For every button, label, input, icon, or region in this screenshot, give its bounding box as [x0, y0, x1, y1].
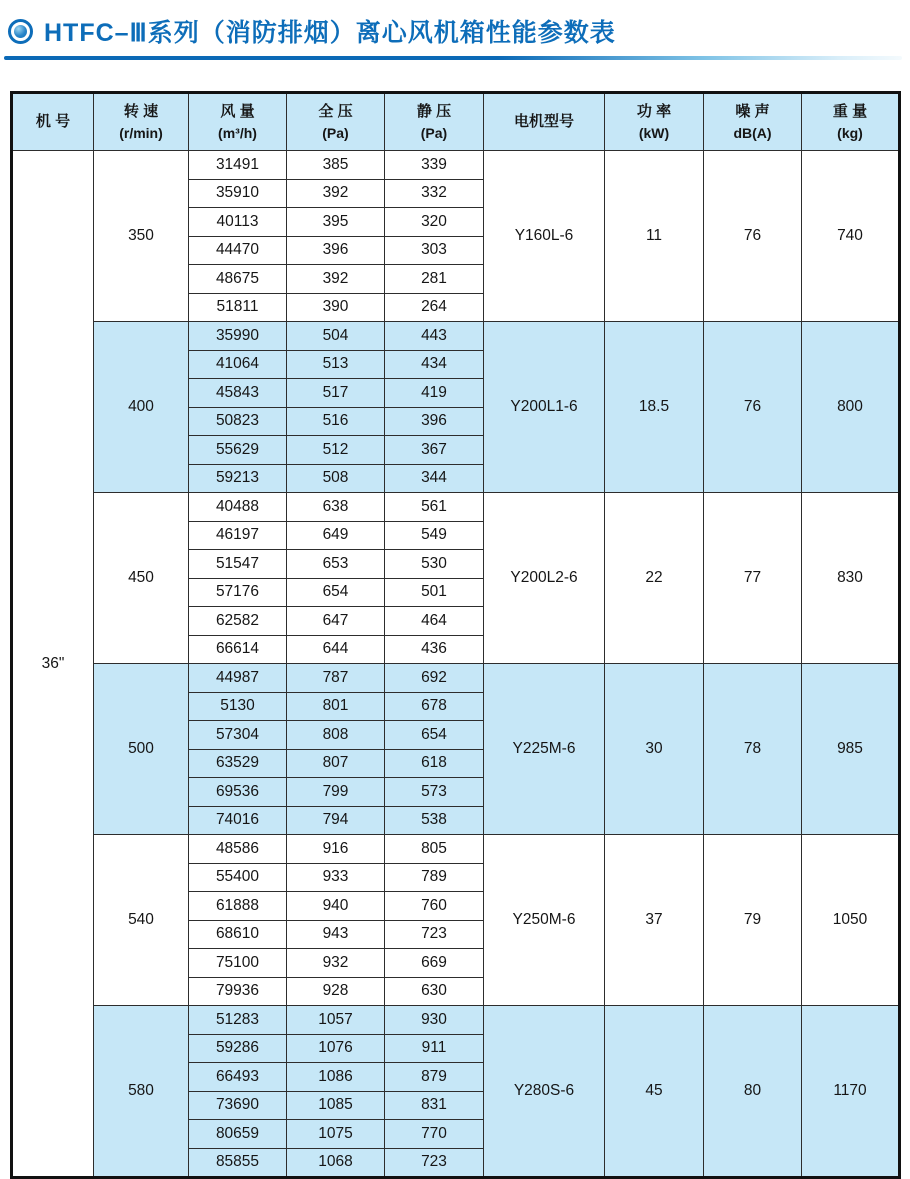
table-row — [12, 322, 900, 351]
cell-total-pressure: 1085 — [287, 1091, 385, 1120]
cell-static-pressure: 573 — [385, 778, 484, 807]
table-row — [12, 664, 900, 693]
cell-flow: 57304 — [189, 721, 287, 750]
cell-flow: 44987 — [189, 664, 287, 693]
cell-static-pressure: 618 — [385, 749, 484, 778]
cell-total-pressure: 801 — [287, 692, 385, 721]
col-header-speed: 转 速 (r/min) — [94, 93, 189, 151]
cell-noise: 79 — [704, 835, 802, 1006]
page-title: HTFC–Ⅲ系列（消防排烟）离心风机箱性能参数表 — [44, 19, 616, 47]
cell-total-pressure: 392 — [287, 265, 385, 294]
cell-power: 30 — [605, 664, 704, 835]
cell-static-pressure: 281 — [385, 265, 484, 294]
cell-motor-model: Y250M-6 — [484, 835, 605, 1006]
cell-total-pressure: 1075 — [287, 1120, 385, 1149]
cell-total-pressure: 1076 — [287, 1034, 385, 1063]
cell-motor-model: Y200L1-6 — [484, 322, 605, 493]
cell-total-pressure: 787 — [287, 664, 385, 693]
cell-flow: 66493 — [189, 1063, 287, 1092]
col-header-static-pressure: 静 压 (Pa) — [385, 93, 484, 151]
col-header-noise: 噪 声 dB(A) — [704, 93, 802, 151]
cell-static-pressure: 723 — [385, 1148, 484, 1178]
cell-motor-model: Y280S-6 — [484, 1006, 605, 1178]
cell-static-pressure: 332 — [385, 179, 484, 208]
cell-noise: 80 — [704, 1006, 802, 1178]
cell-static-pressure: 630 — [385, 977, 484, 1006]
cell-static-pressure: 367 — [385, 436, 484, 465]
cell-flow: 51283 — [189, 1006, 287, 1035]
cell-static-pressure: 419 — [385, 379, 484, 408]
cell-flow: 57176 — [189, 578, 287, 607]
cell-weight: 800 — [802, 322, 900, 493]
cell-weight: 830 — [802, 493, 900, 664]
cell-static-pressure: 930 — [385, 1006, 484, 1035]
cell-static-pressure: 561 — [385, 493, 484, 522]
cell-flow: 63529 — [189, 749, 287, 778]
col-header-power: 功 率 (kW) — [605, 93, 704, 151]
cell-total-pressure: 794 — [287, 806, 385, 835]
cell-static-pressure: 669 — [385, 949, 484, 978]
cell-flow: 69536 — [189, 778, 287, 807]
cell-flow: 80659 — [189, 1120, 287, 1149]
cell-flow: 55629 — [189, 436, 287, 465]
cell-total-pressure: 916 — [287, 835, 385, 864]
cell-total-pressure: 513 — [287, 350, 385, 379]
cell-static-pressure: 678 — [385, 692, 484, 721]
cell-flow: 51547 — [189, 550, 287, 579]
cell-total-pressure: 928 — [287, 977, 385, 1006]
cell-total-pressure: 395 — [287, 208, 385, 237]
cell-flow: 79936 — [189, 977, 287, 1006]
cell-flow: 45843 — [189, 379, 287, 408]
cell-flow: 5130 — [189, 692, 287, 721]
cell-static-pressure: 530 — [385, 550, 484, 579]
cell-weight: 1050 — [802, 835, 900, 1006]
cell-static-pressure: 789 — [385, 863, 484, 892]
cell-flow: 46197 — [189, 521, 287, 550]
cell-static-pressure: 879 — [385, 1063, 484, 1092]
cell-motor-model: Y225M-6 — [484, 664, 605, 835]
cell-flow: 75100 — [189, 949, 287, 978]
cell-total-pressure: 807 — [287, 749, 385, 778]
cell-static-pressure: 692 — [385, 664, 484, 693]
cell-flow: 74016 — [189, 806, 287, 835]
cell-flow: 68610 — [189, 920, 287, 949]
cell-power: 18.5 — [605, 322, 704, 493]
cell-speed: 540 — [94, 835, 189, 1006]
cell-static-pressure: 501 — [385, 578, 484, 607]
table-header-row — [12, 93, 900, 151]
table-row — [12, 151, 900, 180]
col-header-machine-no: 机 号 — [12, 93, 94, 151]
title-underline — [4, 56, 902, 60]
table-body — [12, 151, 900, 1178]
table-row — [12, 835, 900, 864]
cell-flow: 62582 — [189, 607, 287, 636]
cell-flow: 50823 — [189, 407, 287, 436]
cell-flow: 41064 — [189, 350, 287, 379]
cell-noise: 77 — [704, 493, 802, 664]
cell-total-pressure: 516 — [287, 407, 385, 436]
cell-total-pressure: 390 — [287, 293, 385, 322]
cell-static-pressure: 264 — [385, 293, 484, 322]
cell-speed: 500 — [94, 664, 189, 835]
cell-total-pressure: 644 — [287, 635, 385, 664]
cell-total-pressure: 504 — [287, 322, 385, 351]
cell-motor-model: Y160L-6 — [484, 151, 605, 322]
cell-total-pressure: 1086 — [287, 1063, 385, 1092]
bullseye-icon — [8, 19, 33, 44]
cell-total-pressure: 649 — [287, 521, 385, 550]
cell-flow: 40113 — [189, 208, 287, 237]
cell-weight: 985 — [802, 664, 900, 835]
cell-static-pressure: 805 — [385, 835, 484, 864]
cell-power: 45 — [605, 1006, 704, 1178]
cell-weight: 740 — [802, 151, 900, 322]
cell-total-pressure: 638 — [287, 493, 385, 522]
cell-static-pressure: 396 — [385, 407, 484, 436]
cell-flow: 66614 — [189, 635, 287, 664]
cell-flow: 59286 — [189, 1034, 287, 1063]
cell-flow: 59213 — [189, 464, 287, 493]
cell-flow: 61888 — [189, 892, 287, 921]
cell-static-pressure: 549 — [385, 521, 484, 550]
cell-total-pressure: 508 — [287, 464, 385, 493]
cell-power: 22 — [605, 493, 704, 664]
cell-weight: 1170 — [802, 1006, 900, 1178]
cell-flow: 31491 — [189, 151, 287, 180]
cell-total-pressure: 512 — [287, 436, 385, 465]
cell-speed: 450 — [94, 493, 189, 664]
cell-flow: 48675 — [189, 265, 287, 294]
cell-static-pressure: 303 — [385, 236, 484, 265]
page-header — [0, 0, 910, 49]
cell-flow: 35910 — [189, 179, 287, 208]
cell-static-pressure: 443 — [385, 322, 484, 351]
cell-total-pressure: 392 — [287, 179, 385, 208]
cell-speed: 400 — [94, 322, 189, 493]
cell-total-pressure: 932 — [287, 949, 385, 978]
cell-motor-model: Y200L2-6 — [484, 493, 605, 664]
cell-total-pressure: 933 — [287, 863, 385, 892]
table-row — [12, 493, 900, 522]
cell-static-pressure: 911 — [385, 1034, 484, 1063]
cell-static-pressure: 770 — [385, 1120, 484, 1149]
col-header-flow: 风 量 (m³/h) — [189, 93, 287, 151]
cell-flow: 73690 — [189, 1091, 287, 1120]
cell-total-pressure: 808 — [287, 721, 385, 750]
cell-flow: 85855 — [189, 1148, 287, 1178]
cell-flow: 44470 — [189, 236, 287, 265]
cell-speed: 350 — [94, 151, 189, 322]
cell-total-pressure: 396 — [287, 236, 385, 265]
cell-noise: 78 — [704, 664, 802, 835]
cell-static-pressure: 760 — [385, 892, 484, 921]
cell-static-pressure: 654 — [385, 721, 484, 750]
cell-power: 11 — [605, 151, 704, 322]
cell-total-pressure: 940 — [287, 892, 385, 921]
cell-static-pressure: 320 — [385, 208, 484, 237]
cell-static-pressure: 436 — [385, 635, 484, 664]
cell-total-pressure: 654 — [287, 578, 385, 607]
cell-noise: 76 — [704, 151, 802, 322]
cell-total-pressure: 385 — [287, 151, 385, 180]
performance-table — [10, 91, 901, 1179]
col-header-weight: 重 量 (kg) — [802, 93, 900, 151]
cell-total-pressure: 943 — [287, 920, 385, 949]
col-header-total-pressure: 全 压 (Pa) — [287, 93, 385, 151]
cell-static-pressure: 339 — [385, 151, 484, 180]
cell-static-pressure: 831 — [385, 1091, 484, 1120]
cell-flow: 51811 — [189, 293, 287, 322]
cell-speed: 580 — [94, 1006, 189, 1178]
cell-static-pressure: 723 — [385, 920, 484, 949]
cell-total-pressure: 1057 — [287, 1006, 385, 1035]
cell-total-pressure: 517 — [287, 379, 385, 408]
cell-total-pressure: 799 — [287, 778, 385, 807]
col-header-motor-model: 电机型号 — [484, 93, 605, 151]
cell-total-pressure: 647 — [287, 607, 385, 636]
cell-static-pressure: 434 — [385, 350, 484, 379]
cell-noise: 76 — [704, 322, 802, 493]
cell-total-pressure: 653 — [287, 550, 385, 579]
cell-total-pressure: 1068 — [287, 1148, 385, 1178]
cell-flow: 35990 — [189, 322, 287, 351]
cell-machine-no: 36" — [12, 151, 94, 1178]
cell-flow: 48586 — [189, 835, 287, 864]
cell-static-pressure: 538 — [385, 806, 484, 835]
cell-flow: 55400 — [189, 863, 287, 892]
cell-power: 37 — [605, 835, 704, 1006]
cell-static-pressure: 344 — [385, 464, 484, 493]
cell-static-pressure: 464 — [385, 607, 484, 636]
cell-flow: 40488 — [189, 493, 287, 522]
bullseye-dot-icon — [14, 25, 27, 38]
table-row — [12, 1006, 900, 1035]
